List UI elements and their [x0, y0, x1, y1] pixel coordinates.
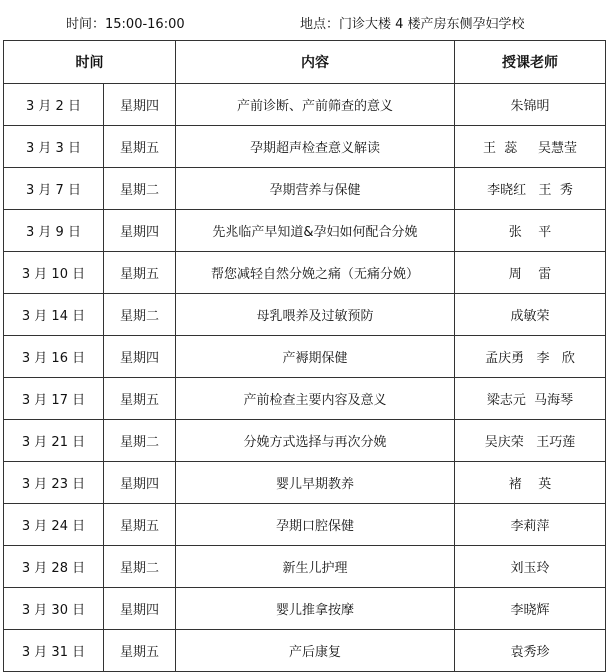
- cell-teacher: 刘玉玲: [455, 546, 606, 588]
- cell-content: 母乳喂养及过敏预防: [176, 294, 455, 336]
- cell-weekday: 星期五: [104, 630, 176, 672]
- cell-date: 3 月 21 日: [4, 420, 104, 462]
- cell-content: 分娩方式选择与再次分娩: [176, 420, 455, 462]
- table-row: [4, 126, 606, 168]
- cell-teacher: 孟庆勇 李 欣: [455, 336, 606, 378]
- cell-teacher: 张 平: [455, 210, 606, 252]
- cell-teacher: 朱锦明: [455, 84, 606, 126]
- cell-teacher: 吴庆荣 王巧莲: [455, 420, 606, 462]
- cell-teacher: 周 雷: [455, 252, 606, 294]
- cell-teacher: 王 蕊 吴慧莹: [455, 126, 606, 168]
- cell-weekday: 星期四: [104, 588, 176, 630]
- table-row: [4, 168, 606, 210]
- table-row: [4, 336, 606, 378]
- cell-date: 3 月 24 日: [4, 504, 104, 546]
- class-location: 地点：门诊大楼 4 楼产房东侧孕妇学校: [300, 17, 525, 32]
- cell-weekday: 星期四: [104, 210, 176, 252]
- cell-date: 3 月 17 日: [4, 378, 104, 420]
- cell-content: 帮您减轻自然分娩之痛（无痛分娩）: [176, 252, 455, 294]
- cell-date: 3 月 31 日: [4, 630, 104, 672]
- cell-teacher: 李莉萍: [455, 504, 606, 546]
- cell-weekday: 星期二: [104, 294, 176, 336]
- cell-content: 产前诊断、产前筛查的意义: [176, 84, 455, 126]
- class-time: 时间：15:00-16:00: [66, 17, 185, 32]
- cell-date: 3 月 16 日: [4, 336, 104, 378]
- cell-date: 3 月 9 日: [4, 210, 104, 252]
- cell-weekday: 星期四: [104, 84, 176, 126]
- cell-date: 3 月 2 日: [4, 84, 104, 126]
- cell-weekday: 星期二: [104, 546, 176, 588]
- cell-teacher: 梁志元 马海琴: [455, 378, 606, 420]
- table-row: [4, 294, 606, 336]
- table-row: [4, 504, 606, 546]
- cell-content: 产后康复: [176, 630, 455, 672]
- table-row: [4, 252, 606, 294]
- cell-weekday: 星期二: [104, 168, 176, 210]
- schedule-body: [4, 84, 606, 672]
- cell-weekday: 星期五: [104, 378, 176, 420]
- cell-teacher: 李晓辉: [455, 588, 606, 630]
- cell-weekday: 星期四: [104, 336, 176, 378]
- schedule-table: [3, 40, 606, 672]
- cell-date: 3 月 10 日: [4, 252, 104, 294]
- cell-date: 3 月 30 日: [4, 588, 104, 630]
- cell-weekday: 星期四: [104, 462, 176, 504]
- cell-teacher: 褚 英: [455, 462, 606, 504]
- cell-teacher: 李晓红 王 秀: [455, 168, 606, 210]
- column-header-teacher: 授课老师: [455, 41, 606, 84]
- cell-date: 3 月 28 日: [4, 546, 104, 588]
- cell-content: 孕期口腔保健: [176, 504, 455, 546]
- table-row: [4, 378, 606, 420]
- cell-date: 3 月 3 日: [4, 126, 104, 168]
- table-row: [4, 462, 606, 504]
- cell-content: 产褥期保健: [176, 336, 455, 378]
- cell-weekday: 星期五: [104, 126, 176, 168]
- cell-date: 3 月 14 日: [4, 294, 104, 336]
- cell-weekday: 星期二: [104, 420, 176, 462]
- cell-teacher: 成敏荣: [455, 294, 606, 336]
- cell-teacher: 袁秀珍: [455, 630, 606, 672]
- table-row: [4, 588, 606, 630]
- table-row: [4, 210, 606, 252]
- header-info: [0, 0, 607, 40]
- cell-content: 先兆临产早知道&孕妇如何配合分娩: [176, 210, 455, 252]
- column-header-time: 时间: [4, 41, 176, 84]
- cell-content: 孕期超声检查意义解读: [176, 126, 455, 168]
- cell-date: 3 月 23 日: [4, 462, 104, 504]
- cell-content: 孕期营养与保健: [176, 168, 455, 210]
- column-header-content: 内容: [176, 41, 455, 84]
- table-row: [4, 84, 606, 126]
- cell-content: 婴儿早期教养: [176, 462, 455, 504]
- cell-content: 产前检查主要内容及意义: [176, 378, 455, 420]
- table-row: [4, 546, 606, 588]
- cell-content: 新生儿护理: [176, 546, 455, 588]
- table-row: [4, 420, 606, 462]
- cell-content: 婴儿推拿按摩: [176, 588, 455, 630]
- cell-weekday: 星期五: [104, 504, 176, 546]
- table-header-row: [4, 41, 606, 84]
- table-row: [4, 630, 606, 672]
- cell-weekday: 星期五: [104, 252, 176, 294]
- cell-date: 3 月 7 日: [4, 168, 104, 210]
